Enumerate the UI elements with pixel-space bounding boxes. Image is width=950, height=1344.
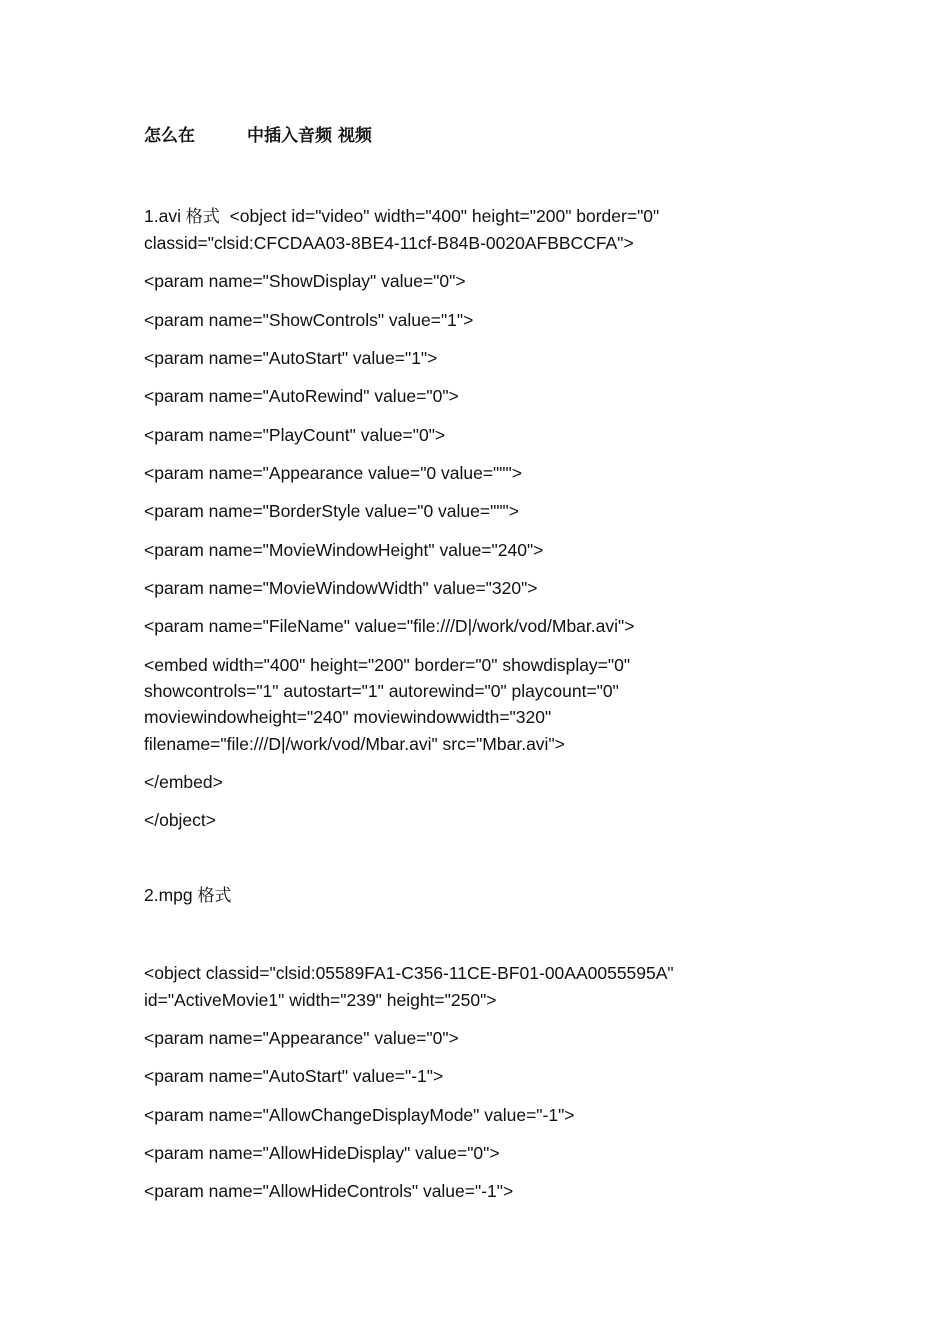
section2-heading-line <box>144 882 232 910</box>
section1-param-line: <param name="ShowDisplay" value="0"> <box>144 271 466 291</box>
section1-label-num: 1.avi <box>144 206 181 226</box>
section1-param-line: <param name="AutoRewind" value="0"> <box>144 386 459 406</box>
section1-param-line: <param name="BorderStyle value="0 value="""> <box>144 501 519 521</box>
section1-embed-close: </embed> <box>144 772 223 792</box>
section2-param-line: <param name="AllowHideControls" value="-1"> <box>144 1181 514 1201</box>
section1-param-line: <param name="PlayCount" value="0"> <box>144 425 446 445</box>
section2-object-line-1: <object classid="clsid:05589FA1-C356-11CE-BF01-00AA0055595A" <box>144 963 674 983</box>
section1-param-line: <param name="MovieWindowHeight" value="240"> <box>144 540 544 560</box>
section1-param-line: <param name="AutoStart" value="1"> <box>144 348 438 368</box>
section1-embed-line: filename="file:///D|/work/vod/Mbar.avi" src="Mbar.avi"> <box>144 734 565 754</box>
section1-param-line: <param name="ShowControls" value="1"> <box>144 310 474 330</box>
section1-param-line: <param name="Appearance value="0 value="""> <box>144 463 522 483</box>
section1-embed-line: <embed width="400" height="200" border="0" showdisplay="0" <box>144 655 631 675</box>
title-part-2: 中插入音频 视频 <box>247 126 372 146</box>
section2-param-line: <param name="AllowHideDisplay" value="0"> <box>144 1143 500 1163</box>
section1-object-line-2: classid="clsid:CFCDAA03-8BE4-11cf-B84B-0020AFBBCCFA"> <box>144 233 634 253</box>
section1-embed-line: moviewindowheight="240" moviewindowwidth="320" <box>144 707 552 727</box>
section1-label-cjk: 格式 <box>185 207 220 227</box>
section2-param-line: <param name="AutoStart" value="-1"> <box>144 1066 444 1086</box>
section2-label-num: 2.mpg <box>144 885 193 905</box>
section1-param-line: <param name="MovieWindowWidth" value="320"> <box>144 578 538 598</box>
section1-heading-line <box>144 203 659 231</box>
section1-object-line-1: <object id="video" width="400" height="200" border="0" <box>229 206 660 226</box>
document-title <box>144 125 372 147</box>
title-part-1: 怎么在 <box>144 126 195 146</box>
section2-param-line: <param name="AllowChangeDisplayMode" value="-1"> <box>144 1105 575 1125</box>
section2-label-cjk: 格式 <box>197 886 232 906</box>
section1-object-close: </object> <box>144 810 216 830</box>
section1-param-line: <param name="FileName" value="file:///D|/work/vod/Mbar.avi"> <box>144 616 635 636</box>
section2-object-line-2: id="ActiveMovie1" width="239" height="250"> <box>144 990 497 1010</box>
section2-param-line: <param name="Appearance" value="0"> <box>144 1028 459 1048</box>
section1-embed-line: showcontrols="1" autostart="1" autorewind="0" playcount="0" <box>144 681 619 701</box>
